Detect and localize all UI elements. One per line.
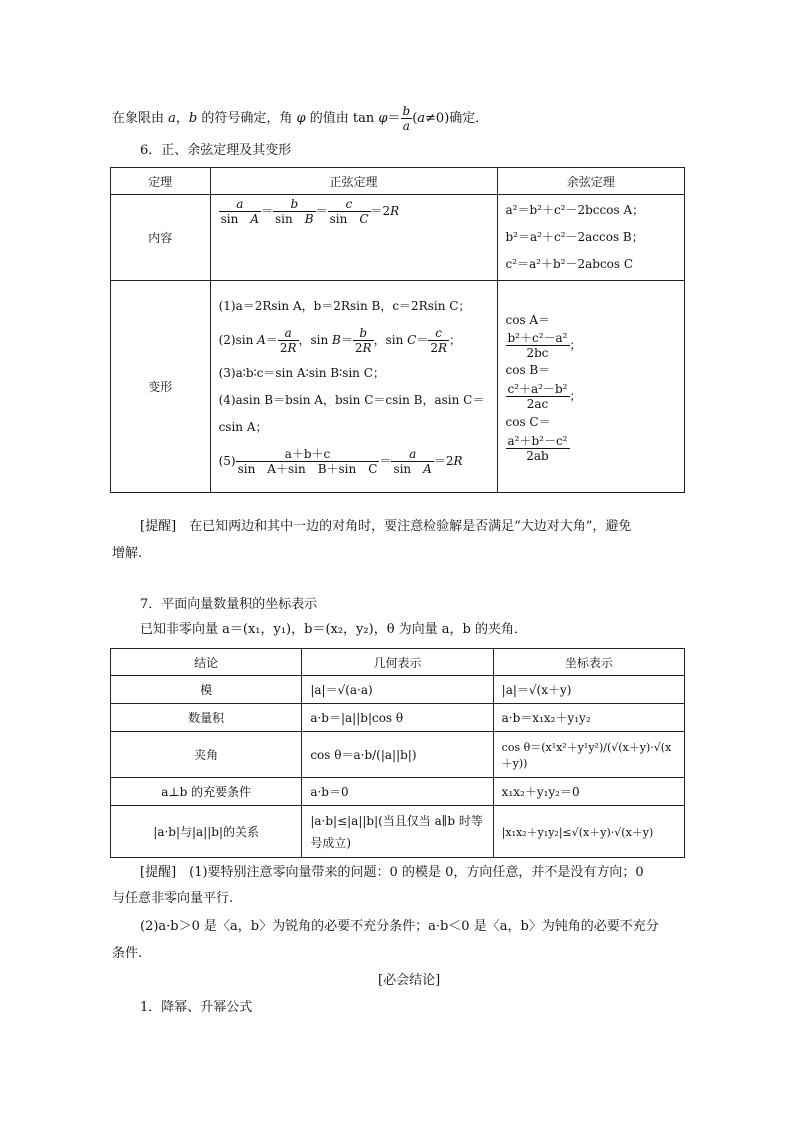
row-label-dot-product: 数量积 — [111, 704, 302, 732]
section7-intro: 已知非零向量 a＝(x₁，y₁)，b＝(x₂，y₂)，θ 为向量 a，b 的夹角． — [140, 622, 527, 637]
tip-1-line1: [提醒] 在已知两边和其中一边的对角时，要注意检验解是否满足“大边对大角”，避免 — [140, 519, 632, 534]
law-of-sines-cosines-table — [110, 167, 685, 493]
table-row — [111, 676, 685, 704]
row-label-angle: 夹角 — [111, 732, 302, 778]
row-label-perpendicular: a⊥b 的充要条件 — [111, 778, 302, 806]
cosine-law-content: a²＝b²＋c²－2bccos A； b²＝a²＋c²－2accos B； c²＝a²＋b²－2abcos C — [497, 195, 685, 281]
tip-2-line4: 条件. — [112, 946, 143, 961]
coord-magnitude: |a|＝√(x＋y) — [493, 676, 684, 704]
tip-2-line2: 与任意非零向量平行. — [112, 891, 234, 906]
row-label-magnitude: 模 — [111, 676, 302, 704]
must-know-heading: [必会结论] — [378, 973, 441, 988]
row-label-content: 内容 — [111, 195, 211, 281]
geo-dot-product: a·b＝|a||b|cos θ — [302, 704, 493, 732]
table-row — [111, 732, 685, 778]
table-row — [111, 778, 685, 806]
coord-perpendicular: x₁x₂＋y₁y₂＝0 — [493, 778, 684, 806]
geo-angle: cos θ＝a·b/(|a||b|) — [302, 732, 493, 778]
section1-heading: 1．降幂、升幂公式 — [140, 1000, 253, 1015]
tip-2-line3: (2)a·b＞0 是〈a，b〉为锐角的必要不充分条件；a·b＜0 是〈a，b〉为钝角的必要不充分 — [140, 919, 659, 934]
vector-dot-product-table — [110, 648, 685, 858]
col-header-coordinate: 坐标表示 — [493, 649, 684, 676]
sine-law-variants: (1)a＝2Rsin A，b＝2Rsin B，c＝2Rsin C； (2)sin A＝ $\frac{a}{2R}$ ，sin B＝ $\frac{b}{2R}$ ，sin C＝ $\frac{c}{2R}$ ； (3)a∶b∶c＝sin A∶sin B∶sin C； (4)asin B＝bsin A，bsin C＝csin B，asin C＝ csin A； (5) $\frac{a+b+c}{\text{sin A＋sin B＋sin C}}$ ＝ $\frac{a}{\text{sin A}}$ ＝2R — [210, 281, 497, 493]
geo-inequality: |a·b|≤|a||b|(当且仅当 a∥b 时等号成立) — [302, 806, 493, 858]
table-row — [111, 704, 685, 732]
top-line: 在象限由 a，b 的符号确定，角 φ 的值由 tan φ＝ $\frac{b}{a}$ (a≠0)确定． — [112, 104, 489, 133]
tip-1-line2: 增解. — [112, 546, 143, 561]
col-header-geometric: 几何表示 — [302, 649, 493, 676]
tip-2-line1: [提醒] (1)要特别注意零向量带来的问题：0 的模是 0，方向任意，并不是没有方向；0 — [140, 865, 644, 880]
table-row — [111, 806, 685, 858]
col-header-conclusion: 结论 — [111, 649, 302, 676]
section7-heading: 7．平面向量数量积的坐标表示 — [140, 597, 318, 612]
section6-heading: 6．正、余弦定理及其变形 — [140, 143, 292, 158]
coord-inequality: |x₁x₂＋y₁y₂|≤√(x＋y)·√(x＋y) — [493, 806, 684, 858]
cosine-law-variants: cos A＝ $\frac{\text{b²＋c²－a²}}{2bc}$ ； cos B＝ $\frac{\text{c²＋a²－b²}}{2ac}$ ； cos C＝ $\frac{\text{a²＋b²－c²}}{2ab}$ — [497, 281, 685, 493]
col-header-theorem: 定理 — [111, 168, 211, 195]
row-label-inequality: |a·b|与|a||b|的关系 — [111, 806, 302, 858]
col-header-cosine: 余弦定理 — [497, 168, 685, 195]
row-label-variants: 变形 — [111, 281, 211, 493]
coord-angle: cos θ＝(x¹x²＋y¹y²)/(√(x＋y)·√(x＋y)) — [493, 732, 684, 778]
geo-magnitude: |a|＝√(a·a) — [302, 676, 493, 704]
geo-perpendicular: a·b＝0 — [302, 778, 493, 806]
sine-law-content: $\frac{a}{\text{sin A}}$ ＝ $\frac{b}{\text{sin B}}$ ＝ $\frac{c}{\text{sin C}}$ ＝2R — [210, 195, 497, 281]
col-header-sine: 正弦定理 — [210, 168, 497, 195]
coord-dot-product: a·b＝x₁x₂＋y₁y₂ — [493, 704, 684, 732]
